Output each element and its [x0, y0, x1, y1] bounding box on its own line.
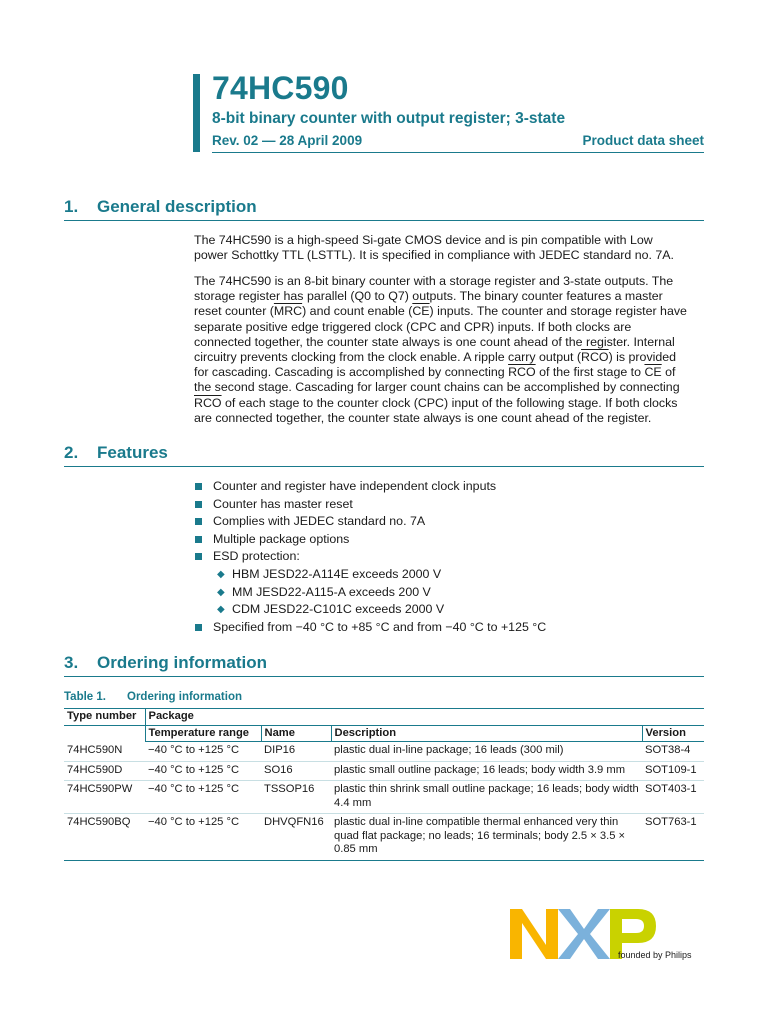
- table-row: [64, 761, 704, 781]
- feature-subitem: [194, 584, 704, 602]
- cell-version: SOT403-1: [642, 781, 704, 814]
- signal-rco: $\overline{RCO}$: [194, 395, 222, 410]
- feature-item: [194, 531, 704, 549]
- text-line: for cascading. Cascading is accomplished by connecting: [194, 365, 509, 380]
- cell-version: SOT109-1: [642, 761, 704, 781]
- section-number: 1.: [64, 197, 79, 216]
- text-line: power Schottky TTL (LSTTL). It is specified in compliance with JEDEC standard no. 7A.: [194, 248, 674, 263]
- cell-type: 74HC590D: [64, 761, 145, 781]
- header-blank: [64, 725, 145, 742]
- cell-name: DHVQFN16: [261, 814, 331, 861]
- table-header-row: [64, 709, 704, 726]
- feature-subitem: [194, 566, 704, 584]
- cell-desc: plastic small outline package; 16 leads; body width 3.9 mm: [331, 761, 642, 781]
- table-row: [64, 814, 704, 861]
- text-line: reset counter (: [194, 304, 274, 319]
- signal-rco: $\overline{RCO}$: [508, 365, 536, 380]
- document-type: Product data sheet: [582, 133, 704, 148]
- nxp-logo: [508, 905, 708, 965]
- feature-text: Specified from −40 °C to +85 °C and from −40 °C to +125 °C: [213, 619, 547, 634]
- feature-item: [194, 478, 704, 496]
- cell-desc: plastic dual in-line package; 16 leads (300 mil): [331, 742, 642, 762]
- general-description-paragraph-2: [194, 274, 708, 426]
- feature-text: MM JESD22-A115-A exceeds 200 V: [232, 584, 431, 599]
- cell-temp: −40 °C to +125 °C: [145, 814, 261, 861]
- table-caption-title: Ordering information: [127, 691, 242, 703]
- text-line: The 74HC590 is a high-speed Si-gate CMOS device and is pin compatible with Low: [194, 233, 653, 247]
- cell-type: 74HC590BQ: [64, 814, 145, 861]
- cell-type: 74HC590PW: [64, 781, 145, 814]
- logo-tagline: founded by Philips: [618, 950, 692, 960]
- signal-ce: $\overline{CE}$: [644, 365, 662, 380]
- bullet-square-icon: [195, 624, 202, 631]
- cell-desc: plastic thin shrink small outline package; 16 leads; body width 4.4 mm: [331, 781, 642, 814]
- feature-text: Multiple package options: [213, 531, 350, 546]
- table-row: [64, 742, 704, 762]
- title-accent-bar: [193, 74, 200, 152]
- header-type-number: Type number: [64, 709, 145, 726]
- text-line: of the first stage to: [535, 365, 645, 380]
- feature-text: Counter and register have independent clock inputs: [213, 479, 497, 493]
- bullet-square-icon: [195, 553, 202, 560]
- cell-temp: −40 °C to +125 °C: [145, 761, 261, 781]
- document-title: 74HC590: [212, 70, 349, 106]
- table-row: [64, 781, 704, 814]
- bullet-diamond-icon: ◆: [217, 604, 225, 616]
- table-subheader-row: [64, 725, 704, 742]
- bullet-square-icon: [195, 483, 202, 490]
- cell-name: DIP16: [261, 742, 331, 762]
- feature-text: CDM JESD22-C101C exceeds 2000 V: [232, 602, 445, 617]
- section-title: Features: [97, 443, 168, 462]
- feature-item: [194, 548, 704, 566]
- text-line: of: [661, 365, 676, 380]
- text-line: ) and count enable (: [302, 304, 413, 319]
- table-caption-label: Table 1.: [64, 691, 106, 703]
- header-name: Name: [261, 725, 331, 742]
- section-number: 2.: [64, 443, 79, 462]
- bullet-diamond-icon: ◆: [217, 586, 225, 598]
- bullet-diamond-icon: ◆: [217, 568, 225, 580]
- cell-type: 74HC590N: [64, 742, 145, 762]
- section-heading-features: [64, 443, 704, 467]
- text-line: separate positive edge triggered clock (CPC and CPR) inputs. If both clocks are: [194, 319, 632, 334]
- cell-name: TSSOP16: [261, 781, 331, 814]
- feature-item: [194, 619, 704, 637]
- bullet-square-icon: [195, 518, 202, 525]
- signal-rco: $\overline{RCO}$: [581, 350, 609, 365]
- feature-item: [194, 513, 704, 531]
- text-line: The 74HC590 is an 8-bit binary counter with a storage register and 3-state outputs. The: [194, 274, 674, 288]
- section-title: General description: [97, 197, 257, 216]
- text-line: ) inputs. The counter and storage register have: [429, 304, 687, 319]
- section-heading-ordering-information: [64, 653, 704, 677]
- feature-text: HBM JESD22-A114E exceeds 2000 V: [232, 566, 442, 581]
- header-temperature-range: Temperature range: [145, 725, 261, 742]
- cell-version: SOT38-4: [642, 742, 704, 762]
- section-heading-general-description: [64, 197, 704, 221]
- text-line: circuitry prevents clocking from the clock enable. A ripple carry output (: [194, 350, 582, 365]
- document-subtitle: 8-bit binary counter with output register; 3-state: [212, 110, 566, 127]
- table-caption: [64, 691, 242, 703]
- feature-subitem: [194, 601, 704, 619]
- signal-ce: $\overline{CE}$: [412, 304, 430, 319]
- header-version: Version: [642, 725, 704, 742]
- text-line: connected together, the counter state always is one count ahead of the register. Internal: [194, 334, 675, 349]
- cell-temp: −40 °C to +125 °C: [145, 781, 261, 814]
- section-number: 3.: [64, 653, 79, 672]
- cell-temp: −40 °C to +125 °C: [145, 742, 261, 762]
- header-description: Description: [331, 725, 642, 742]
- text-line: the second stage. Cascading for larger count chains can be accomplished by connecting: [194, 380, 680, 395]
- text-line: of each stage to the counter clock (CPC) input of the following stage. If both clocks: [221, 395, 678, 410]
- revision-date: Rev. 02 — 28 April 2009: [212, 133, 363, 148]
- header-divider: [212, 152, 704, 153]
- signal-mrc: $\overline{MRC}$: [273, 304, 303, 319]
- header-package: Package: [145, 709, 704, 726]
- feature-text: Complies with JEDEC standard no. 7A: [213, 514, 426, 529]
- ordering-table: [64, 708, 704, 861]
- feature-text: Counter has master reset: [213, 496, 353, 511]
- text-line: storage register has parallel (Q0 to Q7) outputs. The binary counter features a master: [194, 289, 663, 304]
- text-line: ) is provided: [608, 350, 677, 365]
- features-list: [194, 478, 704, 636]
- section-title: Ordering information: [97, 653, 267, 672]
- cell-name: SO16: [261, 761, 331, 781]
- feature-item: [194, 496, 704, 514]
- general-description-paragraph-1: [194, 233, 708, 263]
- cell-version: SOT763-1: [642, 814, 704, 861]
- feature-text: ESD protection:: [213, 549, 300, 564]
- bullet-square-icon: [195, 501, 202, 508]
- bullet-square-icon: [195, 536, 202, 543]
- text-line: are connected together, the counter state always is one count ahead of the register.: [194, 410, 652, 425]
- cell-desc: plastic dual in-line compatible thermal enhanced very thin quad flat package; no leads; 16 terminals; body 2.5 × 3.5 × 0.85 mm: [331, 814, 642, 861]
